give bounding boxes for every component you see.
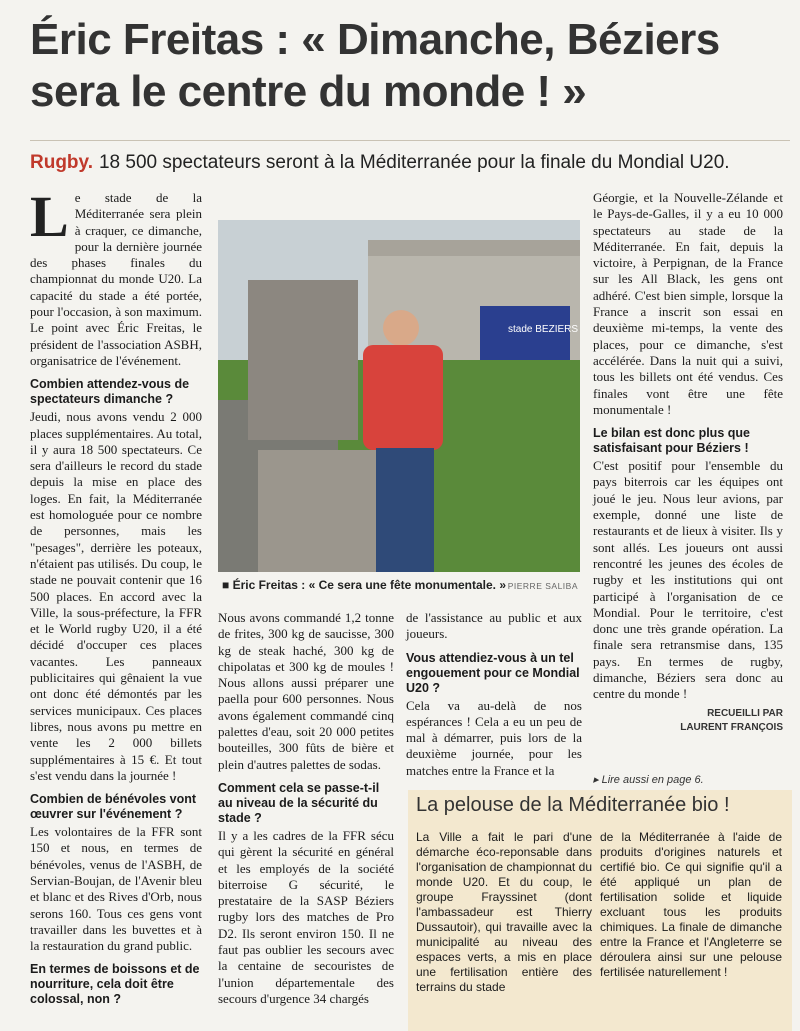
column-4	[593, 190, 783, 735]
answer-4-end: de l'assistance au public et aux joueurs.	[406, 610, 582, 642]
headline: Éric Freitas : « Dimanche, Béziers sera le centre du monde ! »	[30, 15, 720, 116]
question-2: Combien de bénévoles vont œuvrer sur l'événement ?	[30, 792, 197, 822]
section-kicker: Rugby.	[30, 152, 93, 173]
answer-4: Il y a les cadres de la FFR sécu qui gèrent la sécurité en général et les employés de la société biterroise G sécurité, le prestataire de la SASP Béziers rugby lors des matches de Pro D2. Ils seront environ 150. Il ne faut pas oublier les secours avec la centaine de secouristes de l'union départementale des secours d'urgence 34 chargés	[218, 827, 394, 1006]
byline-label: RECUEILLI PAR	[707, 707, 783, 719]
drop-cap: L	[30, 184, 69, 249]
divider	[30, 140, 790, 141]
question-3: En termes de boissons et de nourriture, cela doit être colossal, non ?	[30, 962, 200, 1007]
question-4: Comment cela se passe-t-il au niveau de la sécurité du stade ?	[218, 780, 380, 825]
answer-2: Les volontaires de la FFR sont 150 et nous, en termes de bénévoles, venus de l'ASBH, de Servian-Boujan, de l'Avenir bleu et blanc et des Rives d'Orb, nous serons 160. Tous ces gens vont travailler dans les buvettes et à la restauration du grand public.	[30, 824, 202, 954]
sidebar-column-2	[600, 830, 782, 980]
sidebar-column-1	[416, 830, 592, 995]
photo-credit: PIERRE SALIBA	[507, 581, 578, 591]
byline-author: LAURENT FRANÇOIS	[680, 721, 783, 733]
see-also-link[interactable]: ▸ Lire aussi en page 6.	[593, 774, 704, 786]
byline	[593, 707, 783, 735]
answer-1: Jeudi, nous avons vendu 2 000 places supplémentaires. Au total, il y aura 18 500 spectateurs. Ce sera d'ailleurs le record du stade depuis la mise en place des loges. En fait, la Méditerranée est homologuée pour ce nombre de personnes, mais les "pesages", derrière les poteaux, n'étaient pas utilisés. Du coup, le stade ne pouvait contenir que 16 500 places. En accord avec la Ville, la sous-préfecture, la FFR et le World rugby U20, il a été décidé d'occuper ces places vacantes. Les panneaux publicitaires qui gênaient la vue ont donc été démontés par les services municipaux. Ces places libres, nous avons pu mettre en vente les 2 000 billets supplémentaires à 15 €. Et tout s'est vendu dans la journée !	[30, 409, 202, 783]
deck	[30, 152, 790, 174]
question-1: Combien attendez-vous de spectateurs dimanche ?	[30, 377, 190, 407]
column-2	[218, 610, 394, 1007]
column-1	[30, 184, 202, 1009]
caption-text: ■ Éric Freitas : « Ce sera une fête monumentale. »	[222, 578, 507, 592]
answer-5: Cela va au-delà de nos espérances ! Cela a eu un peu de mal à démarrer, puis lors de la deuxième journée, pour les matches entre la France et la	[406, 697, 582, 778]
question-6: Le bilan est donc plus que satisfaisant pour Béziers !	[593, 426, 750, 456]
deck-text: 18 500 spectateurs seront à la Méditerranée pour la finale du Mondial U20.	[98, 152, 730, 173]
answer-5-end: Géorgie, et la Nouvelle-Zélande et le Pays-de-Galles, il y a eu 10 000 spectateurs au stade de la Méditerranée. En fait, depuis la victoire, à Perpignan, de la France sur les All Black, les gens ont adhéré. C'est bien simple, lorsque la France a inscrit son essai en deuxième mi-temps, la vente des places, pour ce dimanche, s'est accélérée. Dans la nuit qui a suivi, tous les billets ont été vendus. Ces finales vont être une fête monumentale !	[593, 190, 783, 417]
photo	[218, 220, 580, 572]
answer-6: C'est positif pour l'ensemble du pays biterrois car les équipes ont joué le jeu. Nous leur avions, par exemple, donné une liste de restaurants et de lieux à visiter. Ils y sont allés. Les joueurs ont aussi rencontré les jeunes des écoles de rugby et les institutions qui ont participé à l'organisation de ce Mondial. Pour le territoire, c'est donc une très grande opération. La finale sera retransmise dans, 135 pays. En termes de rugby, dimanche, Béziers sera donc au centre du monde !	[593, 458, 783, 702]
column-3	[406, 610, 582, 779]
answer-3: Nous avons commandé 1,2 tonne de frites, 300 kg de saucisse, 300 kg de steak haché, 300 kg de chipolatas et 300 kg de moules ! Nous allons aussi préparer une paella pour 600 personnes. Nous avons également commandé cinq palettes d'eau, soit 20 000 petites bouteilles, 300 fûts de bière et plein d'autres palettes de sodas.	[218, 610, 394, 772]
sidebar-title: La pelouse de la Méditerranée bio !	[416, 794, 730, 816]
question-5: Vous attendiez-vous à un tel engouement pour ce Mondial U20 ?	[406, 650, 580, 695]
intro-paragraph: e stade de la Méditerranée sera plein à craquer, ce dimanche, pour la dernière journée des phases finales du championnat du monde U20. La capacité du stade a été portée, pour l'occasion, à son maximum. Le point avec Éric Freitas, le président de l'association ASBH, organisatrice de l'événement.	[30, 190, 202, 368]
photo-illustration	[218, 220, 580, 572]
stadium-sign: stade BEZIERS	[508, 324, 579, 335]
sidebar-text-2: de la Méditerranée à l'aide de produits d'origines naturels et certifié bio. Ce qui signifie qu'il a été appliqué un plan de fertilisation solide et liquide excluant tous les produits chimiques. La finale de dimanche entre la France et l'Angleterre se déroulera ainsi sur une pelouse fertilisée naturellement !	[600, 830, 782, 979]
photo-caption	[222, 578, 578, 592]
sidebar-text-1: La Ville a fait le pari d'une démarche éco-reponsable dans l'organisation de championnat du monde U20. Et du coup, le groupe Frayssinet (dont l'ambassadeur est Thierry Dussautoir), qui travaille avec la municipalité au niveau des espaces verts, a mis en place une fertilisation entière des terrains du stade	[416, 830, 592, 994]
